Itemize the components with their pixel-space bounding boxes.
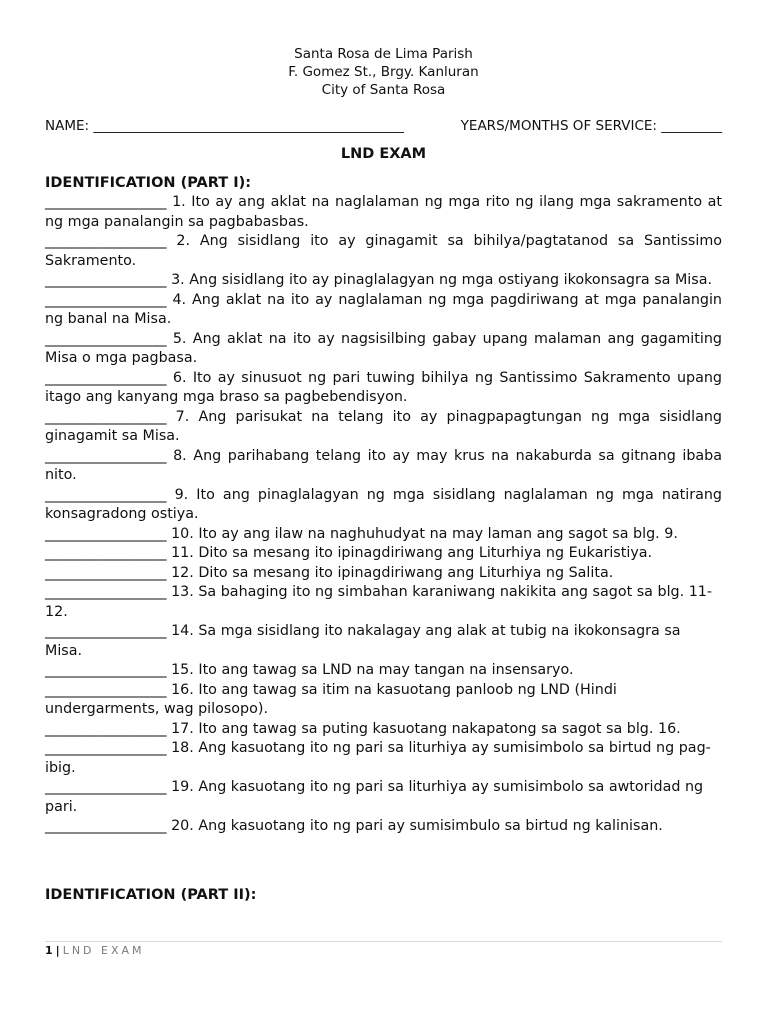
question-item: _________________ 7. Ang parisukat na telang ito ay pinagpapagtungan ng mga sisidlang ginagamit sa Misa.	[45, 408, 722, 444]
footer-divider	[45, 941, 722, 942]
exam-title: LND EXAM	[340, 146, 427, 162]
question-item: _________________ 15. Ito ang tawag sa LND na may tangan na insensaryo.	[45, 662, 574, 678]
part1-heading: IDENTIFICATION (PART I):	[45, 175, 252, 191]
question-item: _________________ 1. Ito ay ang aklat na naglalaman ng mga rito ng ilang mga sakramento at ng mga panalangin sa pagbabasbas.	[45, 194, 722, 230]
name-row	[45, 117, 722, 135]
name-field: NAME: ______________________________________________	[45, 118, 404, 134]
part2-heading: IDENTIFICATION (PART II):	[45, 887, 257, 903]
footer-separator: |	[55, 944, 60, 957]
service-field: YEARS/MONTHS OF SERVICE: _________	[460, 118, 722, 134]
question-item: _________________ 17. Ito ang tawag sa puting kasuotang nakapatong sa sagot sa blg. 16.	[45, 720, 681, 737]
question-item: _________________ 2. Ang sisidlang ito ay ginagamit sa bihilya/pagtatanod sa Santissimo Sakramento.	[45, 233, 722, 269]
question-item: _________________ 4. Ang aklat na ito ay naglalaman ng mga pagdiriwang at mga panalangin ng banal na Misa.	[45, 291, 722, 327]
question-item: _________________ 19. Ang kasuotang ito ng pari sa liturhiya ay sumisimbolo sa awtoridad ng pari.	[45, 779, 704, 815]
question-item: _________________ 8. Ang parihabang telang ito ay may krus na nakaburda sa gitnang ibaba nito.	[45, 447, 722, 483]
footer-label: LND EXAM	[62, 944, 145, 957]
parish-city: City of Santa Rosa	[321, 82, 446, 98]
question-item: _________________ 9. Ito ang pinaglalagyan ng mga sisidlang naglalaman ng mga natirang konsagradong ostiya.	[45, 486, 722, 522]
question-item: _________________ 5. Ang aklat na ito ay nagsisilbing gabay upang malaman ang gagamiting Misa o mga pagbasa.	[45, 330, 722, 366]
parish-address: F. Gomez St., Brgy. Kanluran	[288, 64, 479, 80]
question-list	[45, 193, 722, 837]
question-item: _________________ 10. Ito ay ang ilaw na naghuhudyat na may laman ang sagot sa blg. 9.	[45, 525, 678, 542]
question-item: _________________ 18. Ang kasuotang ito ng pari sa liturhiya ay sumisimbolo sa birtud ng pag-ibig.	[45, 740, 711, 776]
page-number: 1	[45, 944, 53, 957]
parish-header	[45, 45, 722, 99]
question-item: _________________ 3. Ang sisidlang ito ay pinaglalagyan ng mga ostiyang ikokonsagra sa Misa.	[45, 272, 713, 288]
question-item: _________________ 6. Ito ay sinusuot ng pari tuwing bihilya ng Santissimo Sakramento upang itago ang kanyang mga braso sa pagbebendisyon.	[45, 369, 722, 405]
parish-name: Santa Rosa de Lima Parish	[294, 46, 473, 62]
question-item: _________________ 11. Dito sa mesang ito ipinagdiriwang ang Liturhiya ng Eukaristiya.	[45, 545, 653, 561]
page-footer	[45, 944, 145, 958]
question-item: _________________ 14. Sa mga sisidlang ito nakalagay ang alak at tubig na ikokonsagra sa Misa.	[45, 623, 681, 659]
question-item: _________________ 13. Sa bahaging ito ng simbahan karaniwang nakikita ang sagot sa blg. 11-12.	[45, 584, 713, 620]
question-item: _________________ 16. Ito ang tawag sa itim na kasuotang panloob ng LND (Hindi undergarments, wag pilosopo).	[45, 681, 617, 717]
question-item: _________________ 12. Dito sa mesang ito ipinagdiriwang ang Liturhiya ng Salita.	[45, 564, 614, 581]
question-item: _________________ 20. Ang kasuotang ito ng pari ay sumisimbulo sa birtud ng kalinisan.	[45, 818, 663, 834]
